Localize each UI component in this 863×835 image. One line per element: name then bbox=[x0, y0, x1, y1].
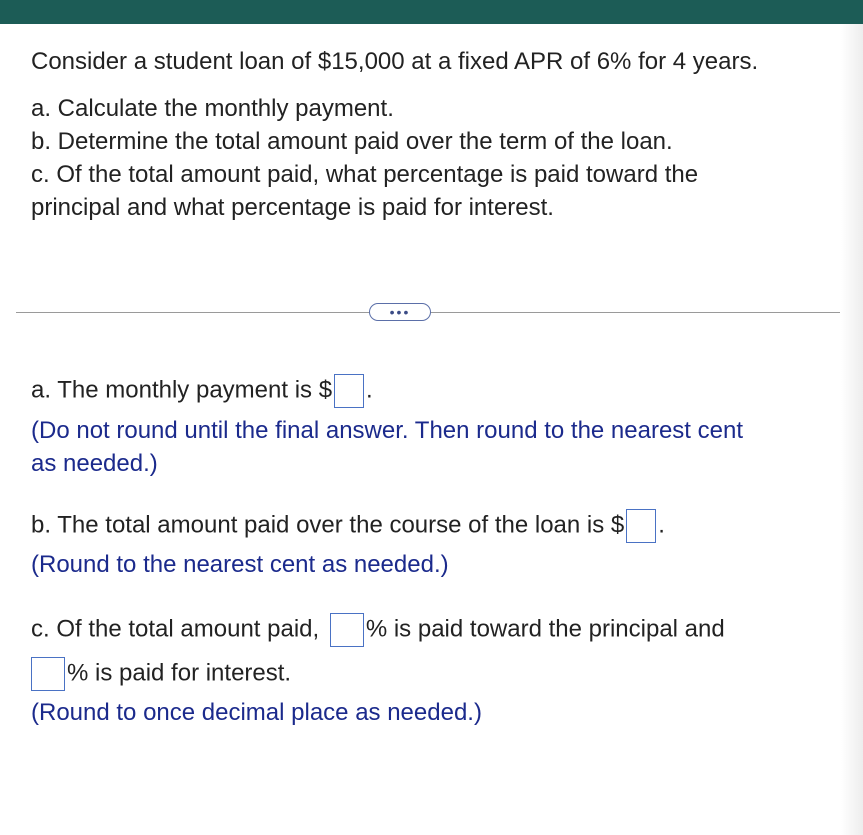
answer-b-prefix: b. The total amount paid over the course of the loan is $ bbox=[31, 511, 625, 539]
interest-percent-input[interactable] bbox=[31, 657, 65, 691]
answer-a bbox=[31, 374, 373, 408]
answer-a-suffix: . bbox=[366, 376, 373, 404]
right-edge-shadow bbox=[841, 24, 863, 835]
answer-c-line1 bbox=[31, 613, 725, 647]
answer-c-suffix: % is paid for interest. bbox=[67, 659, 292, 687]
expand-button[interactable]: ••• bbox=[369, 303, 431, 321]
question-part-c-line2: principal and what percentage is paid for interest. bbox=[31, 194, 554, 221]
answer-b-hint: (Round to the nearest cent as needed.) bbox=[31, 551, 449, 578]
answer-c-middle: % is paid toward the principal and bbox=[365, 615, 725, 643]
answer-a-hint-line2: as needed.) bbox=[31, 450, 158, 477]
question-part-c-line1: c. Of the total amount paid, what percentage is paid toward the bbox=[31, 161, 699, 188]
monthly-payment-input[interactable] bbox=[334, 374, 364, 408]
question-part-a: a. Calculate the monthly payment. bbox=[31, 95, 394, 122]
question-part-b: b. Determine the total amount paid over the term of the loan. bbox=[31, 128, 673, 155]
top-header-bar bbox=[0, 0, 863, 24]
answer-a-prefix: a. The monthly payment is $ bbox=[31, 376, 333, 404]
answer-b-suffix: . bbox=[658, 511, 665, 539]
answer-c-prefix: c. Of the total amount paid, bbox=[31, 615, 320, 643]
principal-percent-input[interactable] bbox=[330, 613, 364, 647]
answer-a-hint-line1: (Do not round until the final answer. Then round to the nearest cent bbox=[31, 417, 744, 444]
answer-c-hint: (Round to once decimal place as needed.) bbox=[31, 699, 482, 726]
answer-c-line2 bbox=[31, 657, 291, 691]
answer-b bbox=[31, 509, 665, 543]
question-intro: Consider a student loan of $15,000 at a fixed APR of 6% for 4 years. bbox=[31, 48, 759, 75]
total-amount-input[interactable] bbox=[626, 509, 656, 543]
